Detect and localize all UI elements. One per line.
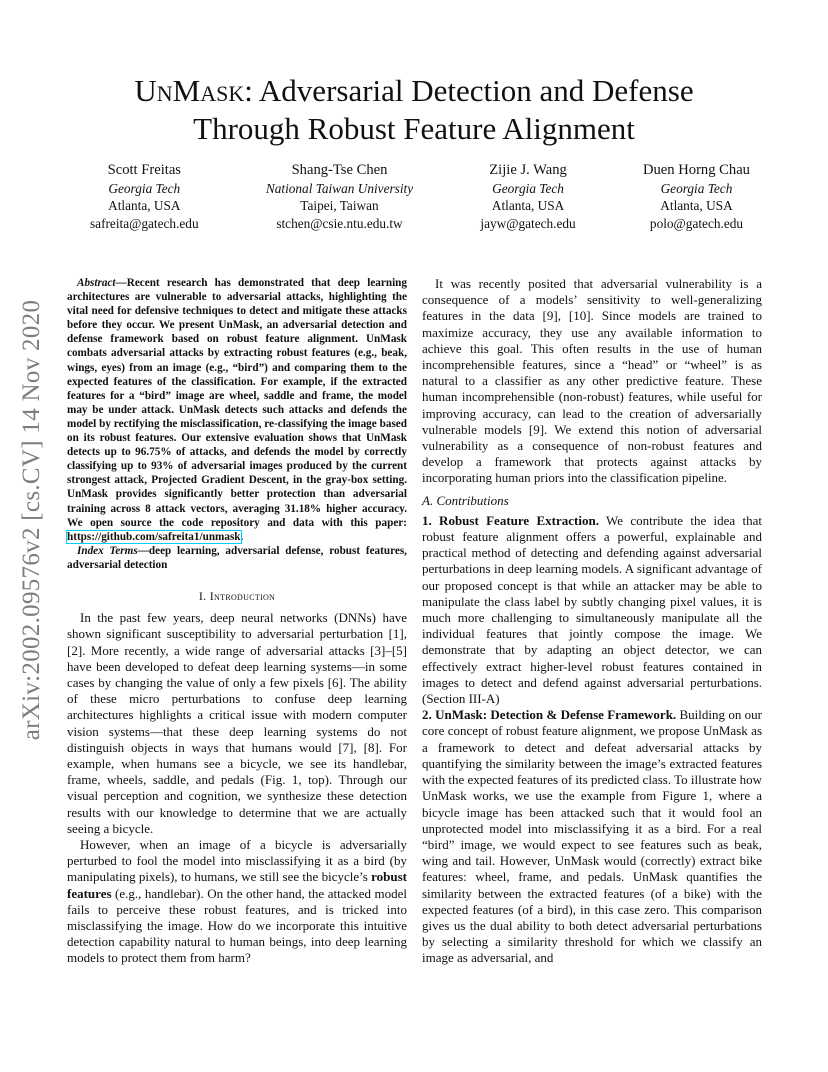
author-block: Duen Horng Chau Georgia Tech Atlanta, USA polo@gatech.edu	[642, 162, 750, 231]
contribution-2: 2. UnMask: Detection & Defense Framework. Building on our core concept of robust feature alignment, we propose UnMask as a framework to detect and defeat adversarial attacks by quantifying the similarity between the image’s extracted features with the expected features of its predicted class. To illustrate how UnMask works, we use the example from Figure 1, where a bicycle image has been attacked such that it would fool an unprotected model into misclassifying it as a bird. For a real “bird” image, we would expect to see features such as beak, wing and tail. However, UnMask would (correctly) extract bike features: wheel, frame, and pedals. UnMask quantifies the similarity between the extracted features (of a bike) with the expected features (of a bird), in this case zero. This comparison gives us the dual ability to both detect adversarial perturbations by selecting a similarity threshold for which we classify an image as adversarial, and	[422, 707, 762, 966]
arxiv-id: arXiv:2002.09576v2 [cs.CV] 14 Nov 2020	[18, 299, 45, 741]
author-list	[90, 162, 750, 232]
intro-paragraph-1: In the past few years, deep neural networks (DNNs) have shown significant susceptibility to adversarial perturbation [1], [2]. More recently, a wide range of adversarial attacks [3]–[5] have been developed to defeat deep learning systems—in some cases by changing the value of only a few pixels [6]. The ability of these micro perturbations to confuse deep learning architectures highlights a critical issue with modern computer vision systems—that these deep learning systems do not distinguish objects in ways that humans would [7], [8]. For example, when humans see a bicycle, we see its handlebar, frame, wheels, saddle, and pedals (Fig. 1, top). Through our visual perception and cognition, we synthesize these detection results with our knowledge to determine that we are actually seeing a bicycle.	[67, 610, 407, 836]
right-paragraph-1: It was recently posited that adversarial vulnerability is a consequence of a models’ sensitivity to well-generalizing features in the data [9], [10]. Since models are trained to maximize accuracy, they use any available information to achieve this goal. This often results in the use of human incomprehensible features, since a “head” or “wheel” is as natural to a classifier as any other predictive feature. These human incomprehensible (non-robust) features, while useful for improving accuracy, can lead to the creation of adversarially vulnerable models [9]. We extend this notion of adversarial vulnerability as a consequence of non-robust features and develop a framework that protects against attacks by incorporating human priors into the classification pipeline.	[422, 276, 762, 486]
code-link[interactable]: https://github.com/safreita1/unmask	[67, 530, 241, 543]
author-block: Scott Freitas Georgia Tech Atlanta, USA safreita@gatech.edu	[90, 162, 199, 231]
section-heading: I. Introduction	[198, 588, 276, 603]
title-line-1: UnMask: Adversarial Detection and Defense	[134, 73, 694, 108]
author-block: Zijie J. Wang Georgia Tech Atlanta, USA jayw@gatech.edu	[480, 162, 576, 231]
left-column	[67, 276, 407, 967]
contribution-1: 1. Robust Feature Extraction. We contribute the idea that robust feature alignment offers a powerful, explainable and practical method of detecting and defending against adversarial perturbations in deep learning models. A significant advantage of our proposed concept is that while an attacker may be able to manipulate the class label by subtly changing pixel values, it is much more challenging to simultaneously manipulate all the individual features that jointly compose the image. We demonstrate that by adapting an object detector, we can effectively extract higher-level robust features contained in images to detect and defend against adversarial perturbations. (Section III-A)	[422, 512, 762, 707]
right-column	[422, 276, 762, 967]
intro-paragraph-2: However, when an image of a bicycle is adversarially perturbed to fool the model into misclassifying it as a bird (by manipulating pixels), to humans, we still see the bicycle’s robust features (e.g., handlebar). On the other hand, the attacked model fails to perceive these robust features, and is tricked into misclassifying the image. How do we incorporate this intuitive detection capability natural to human beings, into deep learning models to protect them from harm?	[67, 837, 407, 966]
abstract: Abstract—Recent research has demonstrated that deep learning architectures are vulnerable to adversarial attacks, highlighting the vital need for defensive techniques to detect and mitigate these attacks before they occur. We present UnMask, an adversarial detection and defense framework based on robust feature alignment. UnMask combats adversarial attacks by extracting robust features (e.g., beak, wings, eyes) from an image (e.g., “bird”) and comparing them to the expected features of the classification. For example, if the extracted features for a “bird” image are wheel, saddle and frame, the model may be under attack. UnMask detects such attacks and defends the model by rectifying the misclassification, re-classifying the image based on its robust features. Our extensive evaluation shows that UnMask detects up to 96.75% of attacks, and defends the model by correctly classifying up to 93% of adversarial images produced by the current strongest attack, Projected Gradient Descent, in the gray-box setting. UnMask provides significantly better protection than adversarial training across 8 attack vectors, averaging 31.18% higher accuracy. We open source the code repository and data with this paper: https://github.com/safreita1/unmask.	[67, 277, 407, 543]
arxiv-sidebar	[4, 270, 60, 770]
author-block: Shang-Tse Chen National Taiwan University Taipei, Taiwan stchen@csie.ntu.edu.tw	[265, 162, 414, 231]
paper-title	[60, 72, 768, 148]
index-terms: Index Terms—deep learning, adversarial defense, robust features, adversarial detection	[67, 544, 407, 571]
title-line-2: Through Robust Feature Alignment	[193, 111, 635, 146]
subsection-heading: A. Contributions	[422, 492, 509, 508]
